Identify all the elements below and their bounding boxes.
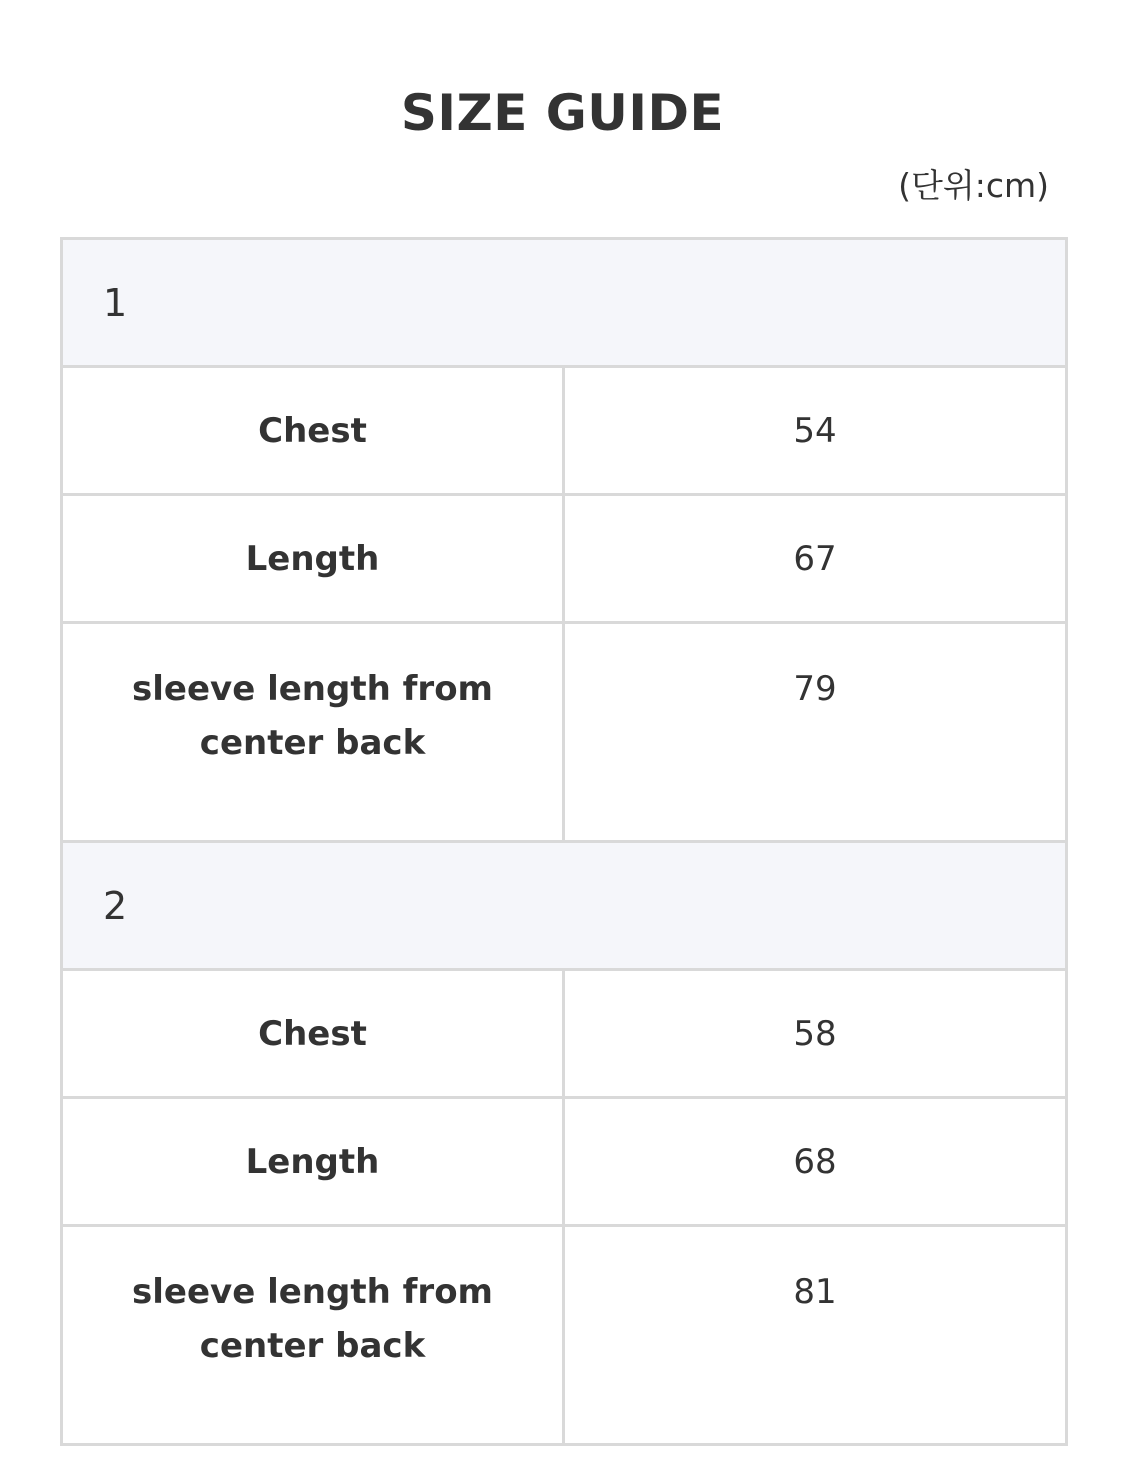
table-row xyxy=(62,623,1067,842)
table-row xyxy=(62,367,1067,495)
size-group-header xyxy=(62,842,1067,970)
size-label: 1 xyxy=(62,239,1067,367)
table-row xyxy=(62,1226,1067,1445)
table-row xyxy=(62,1098,1067,1226)
measurement-label: sleeve length from center back xyxy=(62,1226,564,1445)
size-label: 2 xyxy=(62,842,1067,970)
measurement-label: Length xyxy=(62,1098,564,1226)
measurement-value: 54 xyxy=(564,367,1067,495)
size-group-header xyxy=(62,239,1067,367)
measurement-label: Chest xyxy=(62,367,564,495)
measurement-value: 67 xyxy=(564,495,1067,623)
measurement-value: 68 xyxy=(564,1098,1067,1226)
measurement-value: 81 xyxy=(564,1226,1067,1445)
size-table xyxy=(60,237,1068,1446)
unit-note: (단위:cm) xyxy=(898,166,1049,205)
page-title: SIZE GUIDE xyxy=(400,84,725,142)
table-row xyxy=(62,495,1067,623)
measurement-value: 58 xyxy=(564,970,1067,1098)
measurement-label: Chest xyxy=(62,970,564,1098)
table-row xyxy=(62,970,1067,1098)
measurement-label: Length xyxy=(62,495,564,623)
measurement-value: 79 xyxy=(564,623,1067,842)
measurement-label: sleeve length from center back xyxy=(62,623,564,842)
